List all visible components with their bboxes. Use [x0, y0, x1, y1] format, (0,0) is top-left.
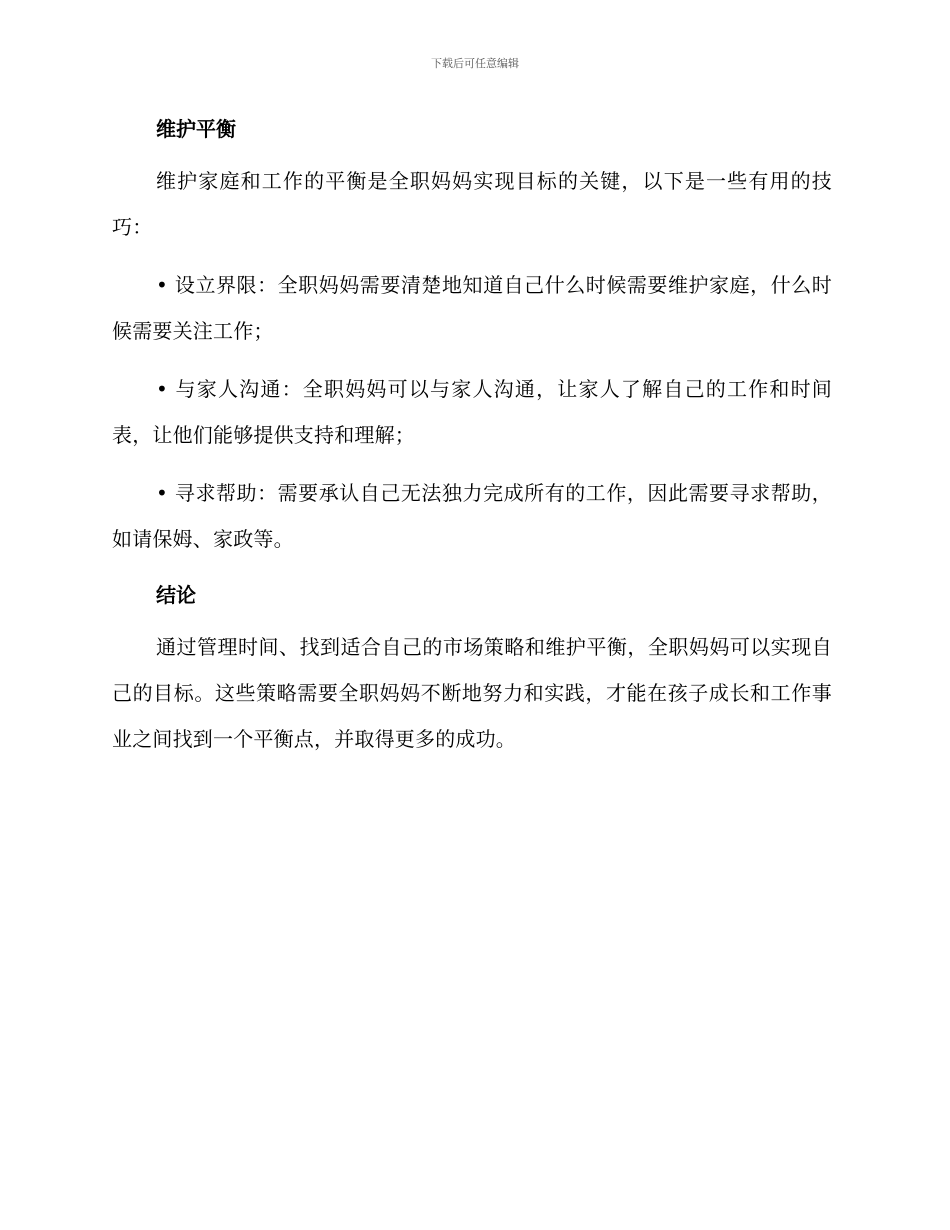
- document-body: [112, 108, 832, 774]
- paragraph-bullet-communicate: • 与家人沟通：全职妈妈可以与家人沟通，让家人了解自己的工作和时间表，让他们能够提供支持和理解；: [112, 377, 832, 447]
- paragraph-bullet-seek-help: • 寻求帮助：需要承认自己无法独力完成所有的工作，因此需要寻求帮助，如请保姆、家政等。: [112, 481, 832, 551]
- section-heading-conclusion: 结论: [156, 583, 196, 607]
- paragraph-bullet-boundaries: • 设立界限：全职妈妈需要清楚地知道自己什么时候需要维护家庭，什么时候需要关注工作；: [112, 273, 832, 343]
- paragraph-conclusion: 通过管理时间、找到适合自己的市场策略和维护平衡，全职妈妈可以实现自己的目标。这些策略需要全职妈妈不断地努力和实践，才能在孩子成长和工作事业之间找到一个平衡点，并取得更多的成功。: [112, 635, 832, 751]
- paragraph-intro: 维护家庭和工作的平衡是全职妈妈实现目标的关键，以下是一些有用的技巧：: [112, 169, 832, 239]
- page-header: 下载后可任意编辑: [431, 57, 519, 70]
- section-heading-balance: 维护平衡: [156, 117, 236, 141]
